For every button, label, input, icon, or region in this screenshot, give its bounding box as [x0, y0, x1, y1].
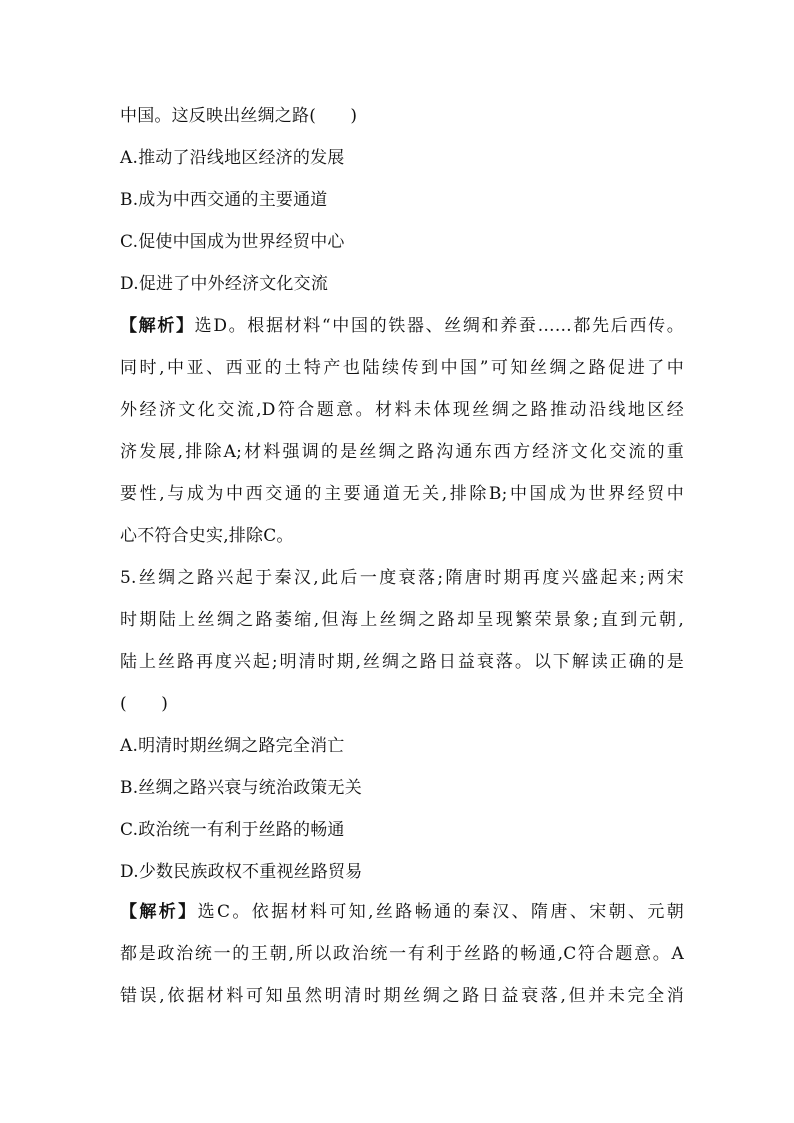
q5-analysis-line-2: 都是政治统一的王朝,所以政治统一有利于丝路的畅通,C符合题意。A: [120, 944, 684, 964]
q5-option-b: B.丝绸之路兴衰与统治政策无关: [120, 778, 362, 798]
q5-stem-line-2: 时期陆上丝绸之路萎缩,但海上丝绸之路却呈现繁荣景象;直到元朝,: [120, 610, 684, 630]
q4-analysis-line-2: 同时,中亚、西亚的土特产也陆续传到中国”可知丝绸之路促进了中: [120, 358, 684, 378]
q4-option-a: A.推动了沿线地区经济的发展: [120, 148, 345, 168]
q4-analysis-line-3: 外经济文化交流,D符合题意。材料未体现丝绸之路推动沿线地区经: [120, 400, 684, 420]
q5-stem-line-4: ( ): [120, 694, 169, 714]
q4-stem-end: 中国。这反映出丝绸之路( ): [120, 106, 358, 126]
q5-stem-line-3: 陆上丝路再度兴起;明清时期,丝绸之路日益衰落。以下解读正确的是: [120, 652, 684, 672]
q4-analysis-line-4: 济发展,排除A;材料强调的是丝绸之路沟通东西方经济文化交流的重: [120, 442, 684, 462]
q5-analysis-line-1: [120, 900, 684, 924]
q5-stem-line-1: 5.丝绸之路兴起于秦汉,此后一度衰落;隋唐时期再度兴盛起来;两宋: [120, 568, 684, 588]
q4-analysis-label: 【解析】: [120, 316, 195, 336]
q4-option-d: D.促进了中外经济文化交流: [120, 274, 329, 294]
q5-analysis-text: 选C。依据材料可知,丝路畅通的秦汉、隋唐、宋朝、元朝: [197, 902, 684, 922]
q4-analysis-line-5: 要性,与成为中西交通的主要通道无关,排除B;中国成为世界经贸中: [120, 484, 684, 504]
q5-analysis-label: 【解析】: [120, 902, 198, 922]
q5-option-c: C.政治统一有利于丝路的畅通: [120, 820, 345, 840]
q4-option-b: B.成为中西交通的主要通道: [120, 190, 328, 210]
q4-analysis-line-6: 心不符合史实,排除C。: [120, 526, 294, 546]
q4-analysis-line-1: [120, 314, 684, 338]
q5-analysis-line-3: 错误,依据材料可知虽然明清时期丝绸之路日益衰落,但并未完全消: [120, 986, 684, 1006]
q4-analysis-text: 选D。根据材料“中国的铁器、丝绸和养蚕……都先后西传。: [194, 316, 684, 336]
q4-option-c: C.促使中国成为世界经贸中心: [120, 232, 345, 252]
q5-option-d: D.少数民族政权不重视丝路贸易: [120, 862, 363, 882]
q5-option-a: A.明清时期丝绸之路完全消亡: [120, 736, 345, 756]
